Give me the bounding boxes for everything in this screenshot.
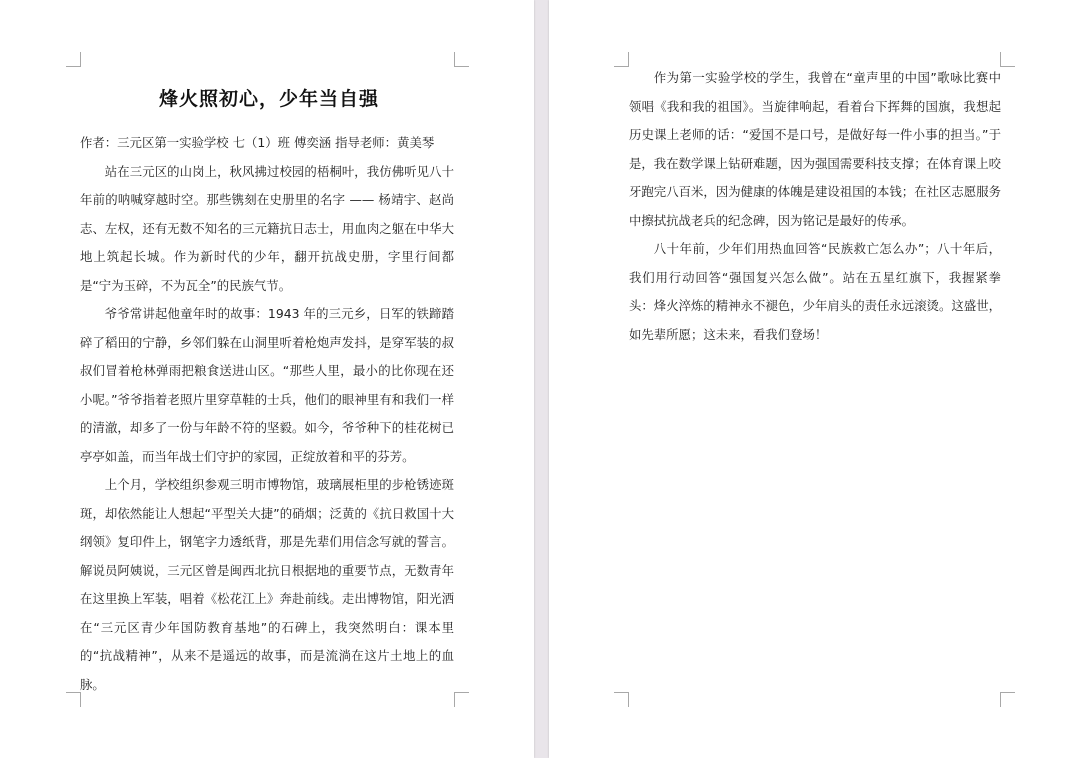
margin-corner-bottom-right [454,692,469,707]
paragraph: 上个月，学校组织参观三明市博物馆，玻璃展柜里的步枪锈迹斑斑，却依然能让人想起“平型关大捷”的硝烟；泛黄的《抗日救国十大纲领》复印件上，钢笔字力透纸背，那是先辈们用信念写就的誓言。解说员阿姨说，三元区曾是闽西北抗日根据地的重要节点，无数青年在这里换上军装，唱着《松花江上》奔赴前线。走出博物馆，阳光洒在“三元区青少年国防教育基地”的石碑上，我突然明白：课本里的“抗战精神”，从来不是遥远的故事，而是流淌在这片土地上的血脉。 [80,477,454,692]
author-line: 作者：三元区第一实验学校 七（1）班 傅奕涵 指导老师：黄美琴 [80,135,435,150]
paragraph: 站在三元区的山岗上，秋风拂过校园的梧桐叶，我仿佛听见八十年前的呐喊穿越时空。那些镌刻在史册里的名字 —— 杨靖宇、赵尚志、左权，还有无数不知名的三元籍抗日志士，用血肉之躯在中华大地上筑起长城。作为新时代的少年，翻开抗战史册，字里行间都是“宁为玉碎，不为瓦全”的民族气节。 [80,163,454,293]
document-title: 烽火照初心，少年当自强 [158,88,379,110]
paragraph: 爷爷常讲起他童年时的故事：1943 年的三元乡，日军的铁蹄踏碎了稻田的宁静，乡邻们躲在山洞里听着枪炮声发抖，是穿军装的叔叔们冒着枪林弹雨把粮食送进山区。“那些人里，最小的比你现在还小呢。”爷爷指着老照片里穿草鞋的士兵，他们的眼神里有和我们一样的清澈，却多了一份与年龄不符的坚毅。如今，爷爷种下的桂花树已亭亭如盖，而当年战士们守护的家园，正绽放着和平的芬芳。 [80,306,454,464]
body-text-right [629,64,1001,349]
body-text-left [80,129,454,699]
document-page-left[interactable] [0,0,534,758]
margin-corner-top-left [66,52,81,67]
paragraph: 作为第一实验学校的学生，我曾在“童声里的中国”歌咏比赛中领唱《我和我的祖国》。当旋律响起，看着台下挥舞的国旗，我想起历史课上老师的话：“爱国不是口号，是做好每一件小事的担当。”于是，我在数学课上钻研难题，因为强国需要科技支撑；在体育课上咬牙跑完八百米，因为健康的体魄是建设祖国的本钱；在社区志愿服务中擦拭抗战老兵的纪念碑，因为铭记是最好的传承。 [629,70,1001,228]
margin-corner-bottom-left [614,692,629,707]
margin-corner-top-right [454,52,469,67]
margin-corner-top-right [1000,52,1015,67]
margin-corner-bottom-right [1000,692,1015,707]
paragraph: 八十年前，少年们用热血回答“民族救亡怎么办”；八十年后，我们用行动回答“强国复兴怎么做”。站在五星红旗下，我握紧拳头：烽火淬炼的精神永不褪色，少年肩头的责任永远滚烫。这盛世，如先辈所愿；这未来，看我们登场！ [629,241,1001,342]
margin-corner-top-left [614,52,629,67]
margin-corner-bottom-left [66,692,81,707]
